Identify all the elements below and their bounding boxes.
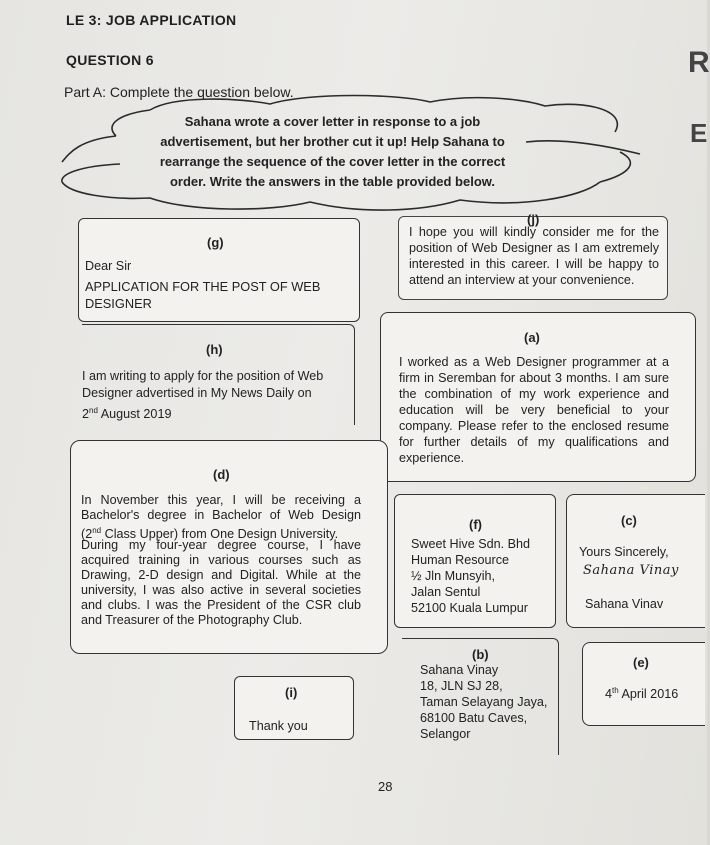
piece-a <box>380 312 696 482</box>
piece-d-line: and Treasurer of the Photography Club. <box>81 613 303 627</box>
edge-mark-r: R <box>688 46 710 79</box>
piece-a-line: experience. <box>399 451 465 465</box>
piece-d-line: During my four-year degree course, I have <box>81 538 361 552</box>
piece-a-line: company. Please refer to the enclosed resume <box>399 419 669 433</box>
piece-j-line: I hope you will kindly consider me for the <box>409 225 659 239</box>
piece-i <box>234 676 354 740</box>
piece-f-line: ½ Jln Munsyih, <box>411 569 495 583</box>
piece-h-line: I am writing to apply for the position of Web <box>82 369 324 383</box>
piece-b <box>402 638 559 755</box>
piece-b-label: (b) <box>472 647 489 662</box>
question-number: QUESTION 6 <box>66 52 154 68</box>
piece-f-line: 52100 Kuala Lumpur <box>411 601 528 615</box>
piece-h-date-rest: August 2019 <box>97 407 172 422</box>
piece-d-line: and clubs. I was the President of the CSR club <box>81 598 361 612</box>
piece-i-label: (i) <box>285 685 298 700</box>
piece-d-line: university, I was also active in several societies <box>81 583 361 597</box>
piece-a-line: the combination of my work experience and <box>399 387 669 401</box>
piece-b-line: Selangor <box>420 727 471 741</box>
piece-i-text: Thank you <box>249 719 308 733</box>
page-title: LE 3: JOB APPLICATION <box>66 12 237 28</box>
piece-d-label: (d) <box>213 467 230 482</box>
piece-d-degree-rest: Class Upper) from One Design University. <box>101 527 339 542</box>
piece-j <box>398 212 668 300</box>
piece-f-label: (f) <box>469 517 482 532</box>
piece-d-line: Bachelor's degree in Bachelor of Web Design <box>81 508 361 522</box>
piece-e <box>582 642 705 726</box>
piece-h-line: Designer advertised in My News Daily on <box>82 386 312 400</box>
piece-b-line: 18, JLN SJ 28, <box>420 679 503 693</box>
piece-g-label: (g) <box>207 235 224 250</box>
piece-c-closing: Yours Sincerely, <box>579 545 669 559</box>
piece-d-line: acquired training in various courses such as <box>81 553 361 567</box>
instruction-text <box>145 112 520 192</box>
piece-e-date-day: 4 <box>605 687 613 702</box>
instruction-line: rearrange the sequence of the cover letter in the correct <box>159 154 506 169</box>
piece-e-label: (e) <box>633 655 649 670</box>
piece-a-line: for further details of my qualifications and <box>399 435 669 449</box>
piece-h-date-suffix: nd <box>89 406 98 415</box>
part-heading-text: Part A: Complete the question below. <box>64 84 294 100</box>
piece-a-line: I worked as a Web Designer programmer at a <box>399 355 669 369</box>
piece-d <box>70 440 388 654</box>
piece-a-line: firm in Seremban for about 3 months. I am sure <box>399 371 669 385</box>
piece-d-degree-open: (2 <box>81 527 93 542</box>
instruction-line: advertisement, but her brother cut it up! Help Sahana to <box>160 134 505 149</box>
piece-h-label: (h) <box>206 342 223 357</box>
piece-j-line: interested in this career. I will be happy to <box>409 257 659 271</box>
piece-f-line: Human Resource <box>411 553 509 567</box>
piece-f <box>394 494 556 628</box>
piece-d-line: Drawing, 2-D design and Digital. While at the <box>81 568 361 582</box>
piece-f-line: Jalan Sentul <box>411 585 481 599</box>
piece-g-subject-1: APPLICATION FOR THE POST OF WEB <box>85 279 321 294</box>
piece-h-date-day: 2 <box>82 407 90 422</box>
piece-b-line: 68100 Batu Caves, <box>420 711 528 725</box>
instruction-line: Sahana wrote a cover letter in response to a job <box>184 114 481 129</box>
instruction-line: order. Write the answers in the table provided below. <box>169 174 496 189</box>
piece-f-line: Sweet Hive Sdn. Bhd <box>411 537 531 551</box>
piece-h <box>82 324 355 425</box>
piece-c-name: Sahana Vinav <box>585 597 664 611</box>
piece-e-date-suffix: th <box>612 686 619 695</box>
page-number: 28 <box>378 779 393 794</box>
piece-c <box>566 494 705 628</box>
piece-j-label: (j) <box>527 212 540 227</box>
piece-b-line: Taman Selayang Jaya, <box>420 695 548 709</box>
piece-j-line: position of Web Designer as I am extremely <box>409 241 659 255</box>
piece-e-date <box>605 683 678 703</box>
piece-g-salutation: Dear Sir <box>85 259 132 273</box>
piece-g <box>78 218 360 322</box>
piece-h-date <box>82 403 171 423</box>
edge-mark-e: E <box>690 118 708 148</box>
piece-b-line: Sahana Vinay <box>420 663 499 677</box>
piece-e-date-rest: April 2016 <box>618 687 679 702</box>
piece-j-line: attend an interview at your convenience. <box>409 273 635 287</box>
piece-c-signature: Sahana Vinay <box>583 563 679 578</box>
piece-d-line: In November this year, I will be receiving a <box>81 493 361 507</box>
piece-a-label: (a) <box>524 330 540 345</box>
piece-a-line: education will be very beneficial to your <box>399 403 669 417</box>
piece-d-degree-sup: nd <box>92 526 102 535</box>
piece-c-label: (c) <box>621 513 637 528</box>
piece-g-subject-2: DESIGNER <box>85 296 152 311</box>
